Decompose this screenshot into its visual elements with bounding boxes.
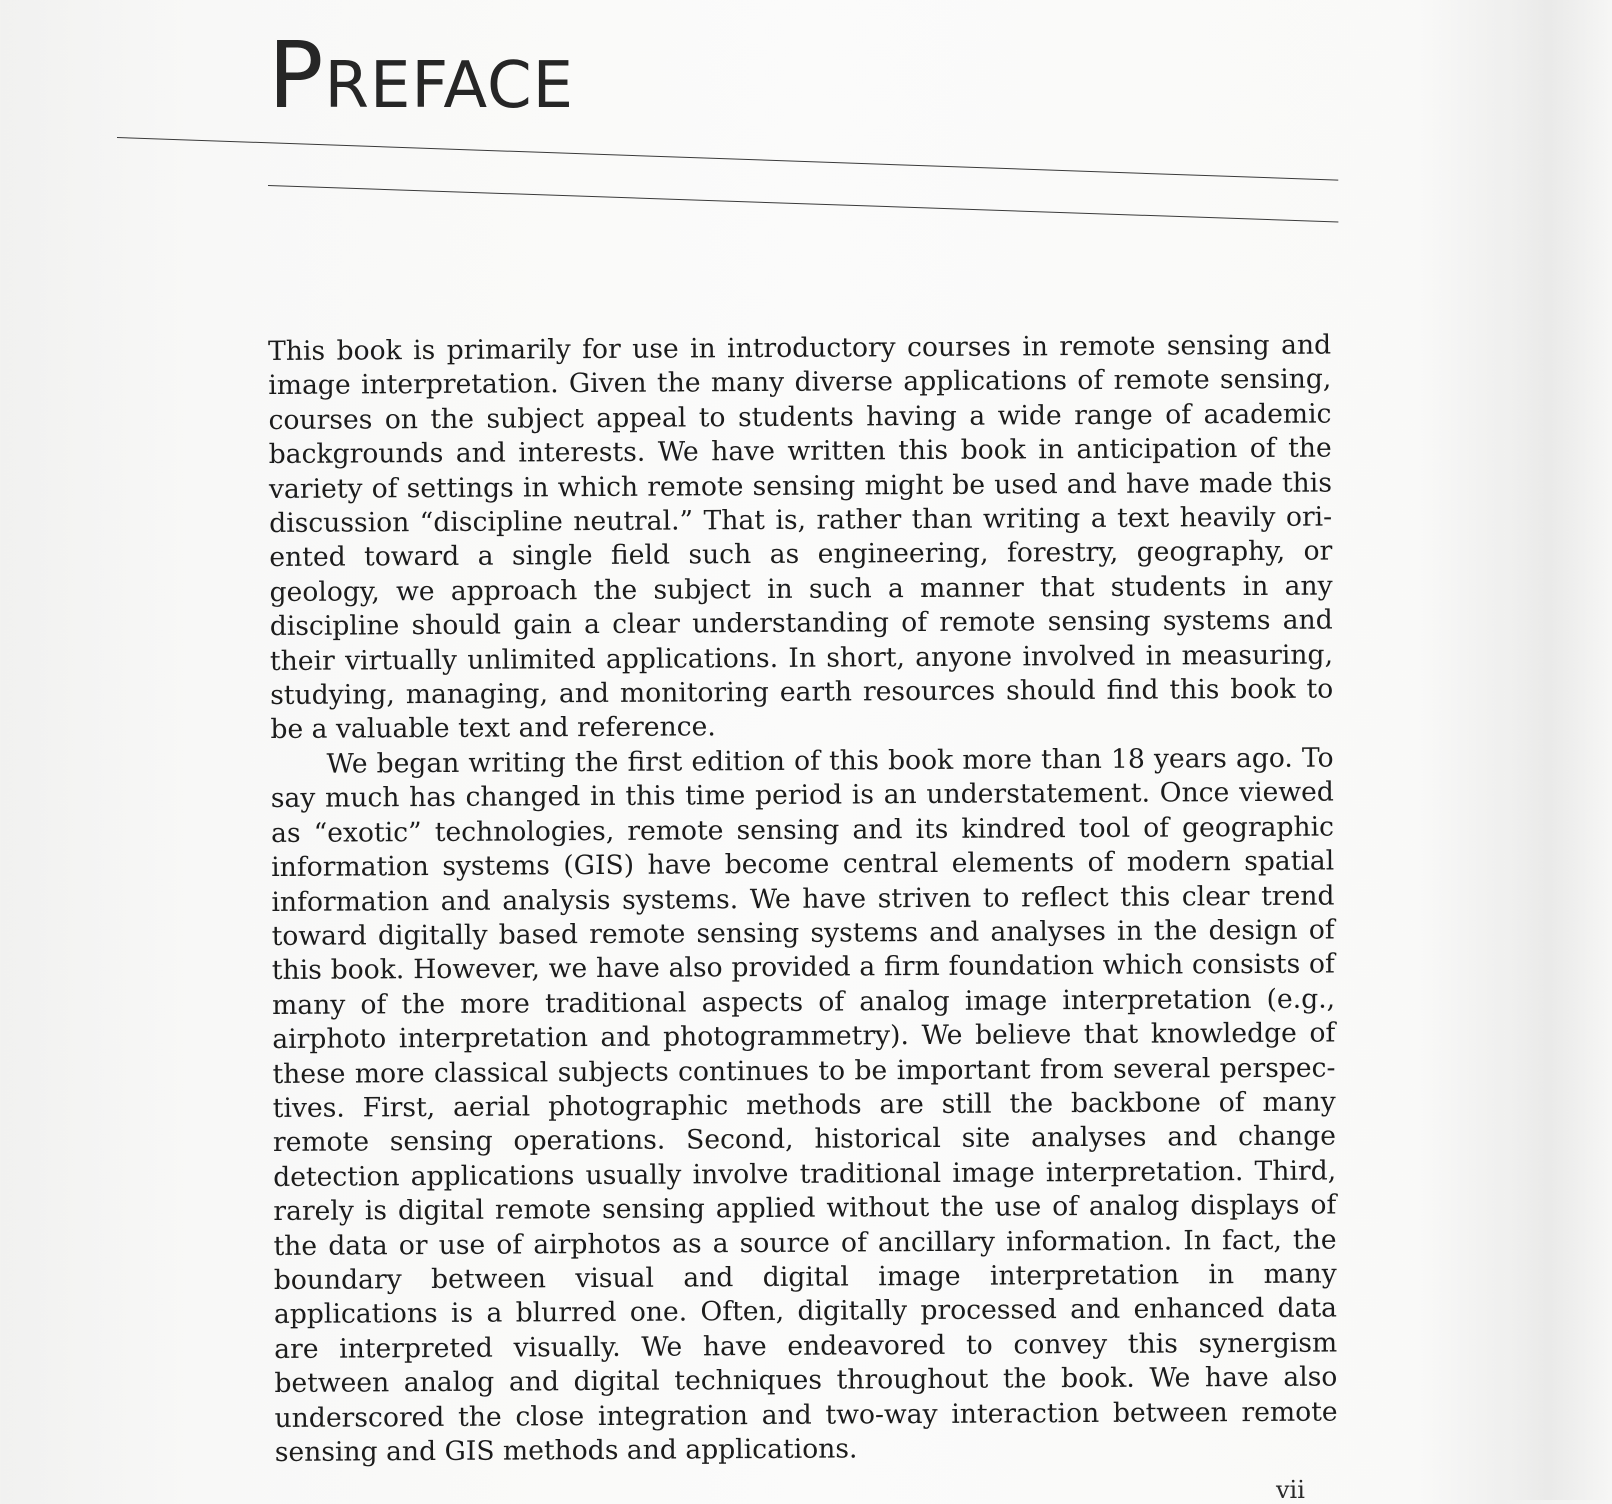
heading-rule-upper <box>117 137 1338 181</box>
heading-rule-lower <box>268 185 1338 222</box>
paragraph-1: This book is primarily for use in introductory courses in remote sensing and image interpretation. Given the many diverse applications of remote sensing, courses on the subject appeal to students having a wide range of academic backgrounds and interests. We have written this book in anticipation of the variety of settings in which remote sensing might be used and have made this discussion “discipline neutral.” That is, rather than writing a text heavily oriented toward a single field such as engineering, forestry, geography, or geology, we approach the subject in such a manner that students in any discipline should gain a clear understanding of remote sensing systems and their virtually unlimited applications. In short, anyone involved in measuring, studying, managing, and monitoring earth resources should find this book to be a valuable text and reference. <box>268 329 1334 746</box>
page-edge-shadow <box>1505 0 1612 1500</box>
paragraph-2: We began writing the first edition of this book more than 18 years ago. To say much has changed in this time period is an understatement. Once viewed as “exotic” technologies, remote sensing and its kindred tool of geographic information systems (GIS) have become central elements of modern spatial information and analysis systems. We have striven to reflect this clear trend toward digitally based remote sensing systems and analyses in the design of this book. However, we have also provided a firm foundation which consists of many of the more traditional aspects of analog image interpretation (e.g., airphoto interpretation and photogrammetry). We believe that knowledge of these more classical subjects continues to be important from several perspectives. First, aerial photographic methods are still the backbone of many remote sensing operations. Second, historical site analyses and change detection applications usually involve traditional image interpretation. Third, rarely is digital remote sensing applied without the use of analog displays of the data or use of airphotos as a source of ancillary information. In fact, the boundary between visual and digital image interpretation in many applications is a blurred one. Often, digitally processed and enhanced data are interpreted visually. We have endeavored to convey this synergism between analog and digital techniques throughout the book. We have also underscored the close integration and two-way interaction between remote sensing and GIS methods and applications. <box>270 742 1338 1468</box>
body-text <box>268 329 1338 1471</box>
chapter-heading: Preface <box>268 22 575 129</box>
page-number: vii <box>1276 1476 1305 1504</box>
